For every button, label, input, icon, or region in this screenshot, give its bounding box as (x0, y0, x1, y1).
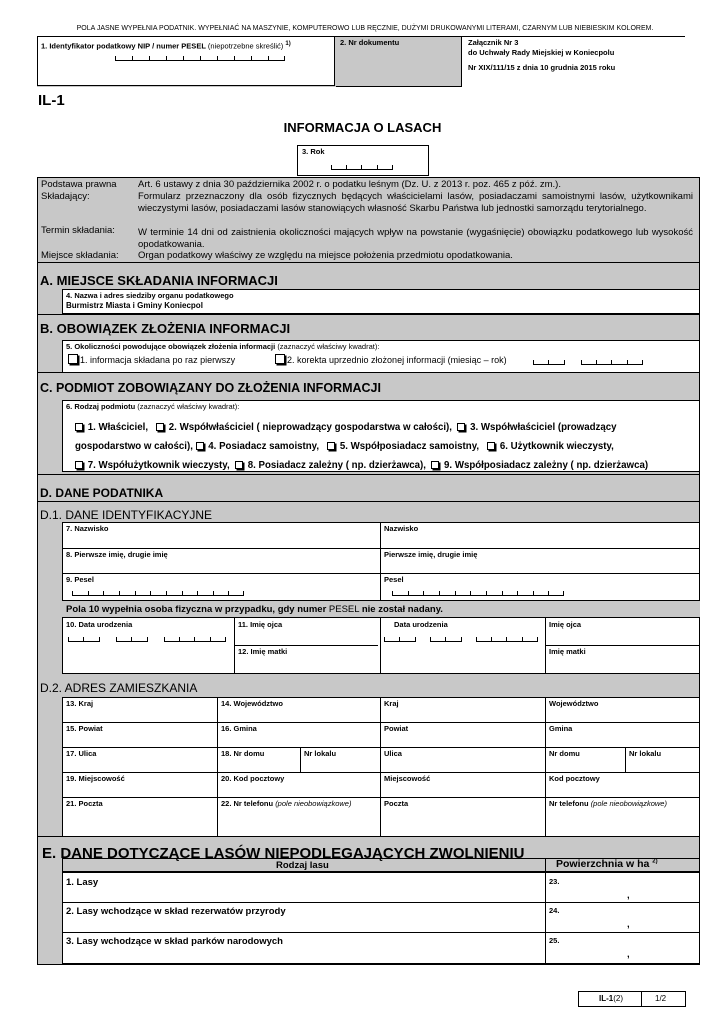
names-label-b: Pierwsze imię, drugie imię (384, 550, 478, 559)
col-forest-type: Rodzaj lasu (276, 860, 329, 871)
forest-row-label: 3. Lasy wchodzące w skład parków narodowych (66, 936, 283, 947)
father-name-label: 11. Imię ojca (238, 620, 283, 629)
page-title: INFORMACJA O LASACH (283, 120, 442, 135)
checkbox-icon[interactable] (196, 442, 204, 450)
top-note: POLA JASNE WYPEŁNIA PODATNIK. WYPEŁNIAĆ NA MASZYNIE, KOMPUTEROWO LUB RĘCZNIE, DUŻYMI DRUKOWANYMI LITERAMI, CZARNYM LUB NIEBIESKIM KOLOREM. (76, 25, 654, 32)
post-office-label-b: Poczta (384, 799, 409, 808)
checkbox-icon[interactable] (156, 423, 164, 431)
option-first-filing[interactable]: 1. informacja składana po raz pierwszy (68, 354, 235, 365)
house-number-label: 18. Nr domu (221, 749, 265, 758)
checkbox-icon[interactable] (75, 461, 83, 469)
section-a-title: A. MIEJSCE SKŁADANIA INFORMACJI (40, 273, 278, 288)
section-d1-title: D.1. DANE IDENTYFIKACYJNE (40, 508, 213, 522)
city-label-b: Miejscowość (384, 774, 431, 783)
footer-box: IL-1(2) 1/2 (578, 991, 686, 1007)
house-number-label-b: Nr domu (549, 749, 580, 758)
surname-label: 7. Nazwisko (66, 524, 109, 533)
checkbox-icon[interactable] (487, 442, 495, 450)
apartment-label-b: Nr lokalu (629, 749, 662, 758)
surname-label-b: Nazwisko (384, 524, 419, 533)
voivodeship-label-b: Województwo (549, 699, 599, 708)
checkbox-icon[interactable] (431, 461, 439, 469)
forest-row-comma[interactable]: , (627, 949, 630, 960)
field10-note: Pola 10 wypełnia osoba fizyczna w przypadku, gdy numer PESEL nie został nadany. (66, 604, 443, 615)
mother-name-label: 12. Imię matki (238, 647, 288, 656)
district-label-b: Powiat (384, 724, 409, 733)
obligation-field: 5. Okoliczności powodujące obowiązek złożenia informacji (zaznaczyć właściwy kwadrat): 1. informacja składana po raz pierwszy 2. korekta uprzednio złożonej informacji (miesiąc – rok) (62, 340, 700, 373)
pesel-input[interactable] (72, 591, 244, 596)
forest-row-num: 25. (549, 936, 560, 945)
doc-number-field: 2. Nr dokumentu (336, 37, 462, 87)
birthdate-day-b[interactable] (384, 637, 416, 642)
city-label: 19. Miejscowość (66, 774, 125, 783)
pesel-label: 9. Pesel (66, 575, 94, 584)
info-block: Podstawa prawna Art. 6 ustawy z dnia 30 października 2002 r. o podatku leśnym (Dz. U. z 2013 r. poz. 465 z póź. zm.). Składający: Formularz przeznaczony dla osób fizycznych będących właścicielami lasów, posiadaczami samoistnymi lasów, użytkownikami wieczystymi lasów, posiadaczami lasów stanowiących własność Skarbu Państwa lub jednostki samorządu terytorialnego. Termin składania: W terminie 14 dni od zaistnienia okoliczności mających wpływ na powstanie (wygaśnięcie) obowiązku podatkowego lub wysokość opodatkowania. Miejsce składania: Organ podatkowy właściwy ze względu na miejsce położenia przedmiotu opodatkowania. (37, 177, 700, 263)
forest-row-num: 24. (549, 906, 560, 915)
attachment-note: Załącznik Nr 3 do Uchwały Rady Miejskiej w Koniecpolu Nr XIX/111/15 z dnia 10 grudnia 2015 roku (468, 38, 616, 73)
names-label: 8. Pierwsze imię, drugie imię (66, 550, 168, 559)
post-office-label: 21. Poczta (66, 799, 103, 808)
option-correction[interactable]: 2. korekta uprzednio złożonej informacji (miesiąc – rok) (275, 354, 507, 365)
postal-code-label: 20. Kod pocztowy (221, 774, 285, 783)
checkbox-icon[interactable] (235, 461, 243, 469)
country-label-b: Kraj (384, 699, 399, 708)
country-label: 13. Kraj (66, 699, 94, 708)
forest-row-label: 2. Lasy wchodzące w skład rezerwatów przyrody (66, 906, 286, 917)
pesel-label-b: Pesel (384, 575, 404, 584)
birthdate-year[interactable] (164, 637, 226, 642)
birthdate-month-b[interactable] (430, 637, 462, 642)
forest-row-comma[interactable]: , (627, 919, 630, 930)
birthdate-day[interactable] (68, 637, 100, 642)
forest-row-num: 23. (549, 877, 560, 886)
birthdate-month[interactable] (116, 637, 148, 642)
forest-row-label: 1. Lasy (66, 877, 99, 888)
street-label: 17. Ulica (66, 749, 97, 758)
postal-code-label-b: Kod pocztowy (549, 774, 600, 783)
checkbox-icon[interactable] (457, 423, 465, 431)
section-c-title: C. PODMIOT ZOBOWIĄZANY DO ZŁOŻENIA INFORMACJI (40, 381, 381, 395)
mother-name-label-b: Imię matki (549, 647, 586, 656)
checkbox-icon[interactable] (275, 354, 285, 364)
pesel-input-b[interactable] (392, 591, 564, 596)
form-code: IL-1 (38, 92, 65, 109)
phone-label-b: Nr telefonu (pole nieobowiązkowe) (549, 799, 667, 808)
voivodeship-label: 14. Województwo (221, 699, 283, 708)
birthdate-year-b[interactable] (476, 637, 538, 642)
birthdate-label-b: Data urodzenia (394, 620, 448, 629)
street-label-b: Ulica (384, 749, 402, 758)
checkbox-icon[interactable] (75, 423, 83, 431)
year-field[interactable]: 3. Rok (297, 145, 429, 176)
col-area: Powierzchnia w ha $^{2)}$ (556, 858, 658, 870)
section-d-title: D. DANE PODATNIKA (40, 486, 164, 500)
identifier-field[interactable]: 1. Identyfikator podatkowy NIP / numer PESEL (niepotrzebne skreślić) $^{1)}$ (37, 37, 335, 86)
section-d2-title: D.2. ADRES ZAMIESZKANIA (40, 681, 198, 695)
phone-label: 22. Nr telefonu (pole nieobowiązkowe) (221, 799, 352, 808)
checkbox-icon[interactable] (327, 442, 335, 450)
commune-label: 16. Gmina (221, 724, 257, 733)
birthdate-label: 10. Data urodzenia (66, 620, 133, 629)
section-b-title: B. OBOWIĄZEK ZŁOŻENIA INFORMACJI (40, 321, 291, 336)
checkbox-icon[interactable] (68, 354, 78, 364)
subject-type-field: 6. Rodzaj podmiotu (zaznaczyć właściwy kwadrat): 1. Właściciel, 2. Współwłaściciel ( nieprowadzący gospodarstwa w całości), 3. Współwłaściciel (prowadzący gospodarstwo w całości), 4. Posiadacz samoistny, 5. Współposiadacz samoistny, 6. Użytkownik wieczysty, 7. Współużytkownik wieczysty, 8. Posiadacz zależny ( np. dzierżawca), 9. Współposiadacz zależny ( np. dzierżawca) (62, 400, 700, 472)
apartment-label: Nr lokalu (304, 749, 337, 758)
commune-label-b: Gmina (549, 724, 573, 733)
section-e-title: E. DANE DOTYCZĄCE LASÓW NIEPODLEGAJĄCYCH ZWOLNIENIU (42, 845, 525, 862)
tax-office-field[interactable]: 4. Nazwa i adres siedziby organu podatkowego Burmistrz Miasta i Gminy Koniecpol (62, 289, 700, 314)
father-name-label-b: Imię ojca (549, 620, 582, 629)
forest-row-comma[interactable]: , (627, 890, 630, 901)
district-label: 15. Powiat (66, 724, 103, 733)
